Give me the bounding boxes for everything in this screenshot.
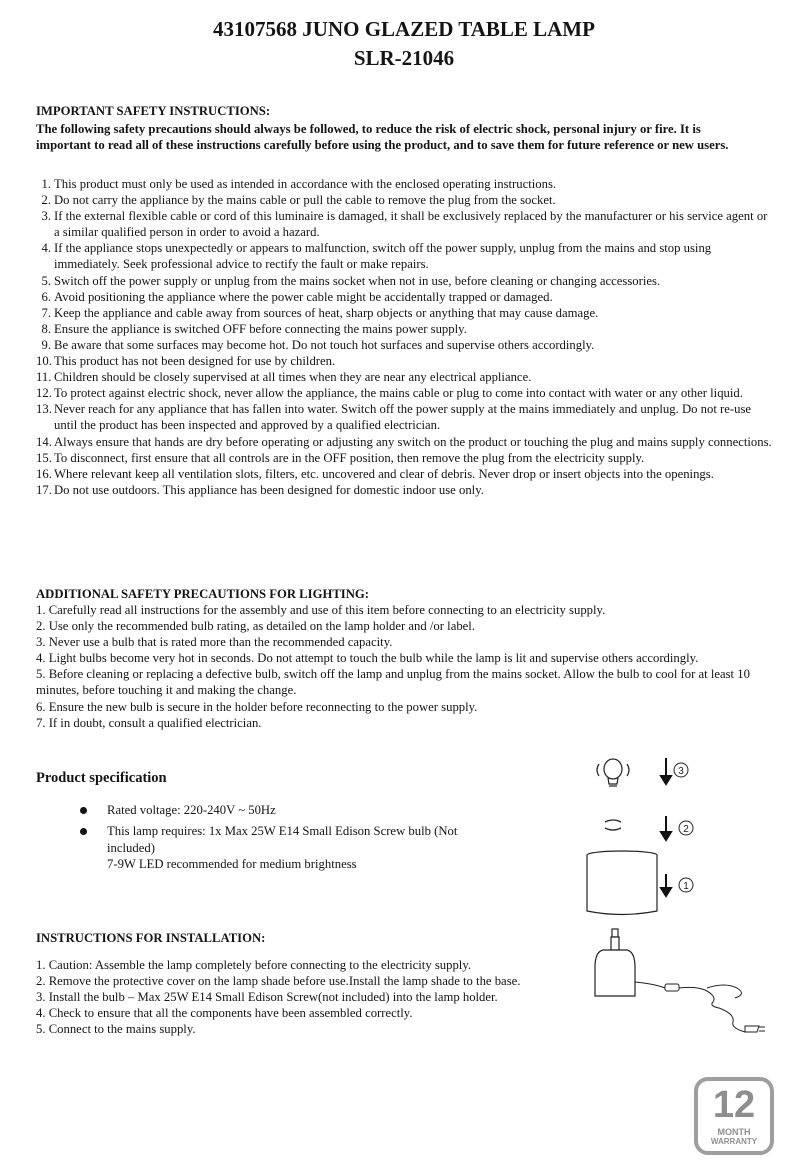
installation-heading: INSTRUCTIONS FOR INSTALLATION: bbox=[36, 931, 266, 945]
arrow-down-icon bbox=[661, 816, 671, 840]
arrow-down-icon bbox=[661, 874, 671, 896]
spec-heading: Product specification bbox=[36, 770, 167, 786]
list-item: 3. Never use a bulb that is rated more than the recommended capacity. bbox=[36, 635, 393, 650]
list-item: 16. Where relevant keep all ventilation slots, filters, etc. uncovered and clear of debris. Never drop or insert objects into the openings. bbox=[36, 466, 714, 481]
assembly-diagram bbox=[585, 752, 785, 1052]
safety-list bbox=[36, 176, 776, 498]
list-item: 2. Do not carry the appliance by the mains cable or pull the cable to remove the plug from the socket. bbox=[41, 193, 556, 208]
list-item: 4. If the appliance stops unexpectedly or appears to malfunction, switch off the power supply, unplug from the mains and stop using immediately. Seek professional advice to rectify the fault or make repairs. bbox=[41, 241, 712, 272]
step-1-label: 1 bbox=[683, 881, 689, 892]
list-item: 1. Caution: Assemble the lamp completely before connecting to the electricity supply. bbox=[36, 958, 472, 972]
list-item: 11. Children should be closely supervised at all times when they are near any electrical appliance. bbox=[36, 370, 532, 385]
lamp-base-icon bbox=[595, 929, 635, 996]
power-cord-icon bbox=[635, 982, 765, 1032]
step-2-label: 2 bbox=[683, 824, 689, 835]
list-item: 1. Carefully read all instructions for the assembly and use of this item before connecting to an electricity supply. bbox=[36, 603, 606, 617]
safety-intro: The following safety precautions should always be followed, to reduce the risk of electric shock, personal injury or fire. It is important to read all of these instructions carefully before using the product, and to save them for future reference or new users. bbox=[36, 122, 729, 153]
warranty-number: 12 bbox=[712, 1084, 756, 1126]
list-item: 12. To protect against electric shock, never allow the appliance, the mains cable or plug to come into contact with water or any other liquid. bbox=[36, 386, 743, 401]
list-item: 8. Ensure the appliance is switched OFF before connecting the mains power supply. bbox=[41, 321, 467, 336]
lamp-shade-icon bbox=[587, 851, 657, 915]
step-3-label: 3 bbox=[678, 766, 684, 777]
list-item: 6. Avoid positioning the appliance where the power cable might be accidentally trapped or damaged. bbox=[41, 289, 553, 304]
list-item: 14. Always ensure that hands are dry before operating or adjusting any switch on the product or touching the plug and mains supply connections. bbox=[36, 434, 772, 449]
ring-icon bbox=[605, 820, 621, 830]
spec-voltage: Rated voltage: 220-240V ~ 50Hz bbox=[80, 802, 500, 819]
warranty-label: MONTH bbox=[717, 1127, 751, 1137]
list-item: 3. Install the bulb – Max 25W E14 Small Edison Screw(not included) into the lamp holder. bbox=[36, 990, 498, 1005]
list-item: 1. This product must only be used as intended in accordance with the enclosed operating instructions. bbox=[41, 177, 557, 191]
lighting-heading: ADDITIONAL SAFETY PRECAUTIONS FOR LIGHTING: bbox=[36, 587, 369, 601]
list-item: 6. Ensure the new bulb is secure in the holder before reconnecting to the power supply. bbox=[36, 699, 478, 714]
list-item: 7. If in doubt, consult a qualified electrician. bbox=[36, 715, 262, 730]
installation-list bbox=[36, 957, 566, 1037]
document-title: 43107568 JUNO GLAZED TABLE LAMP bbox=[213, 17, 595, 41]
list-item: 2. Use only the recommended bulb rating, as detailed on the lamp holder and /or label. bbox=[36, 619, 476, 634]
list-item: 9. Be aware that some surfaces may become hot. Do not touch hot surfaces and supervise others accordingly. bbox=[41, 337, 595, 352]
list-item: 5. Connect to the mains supply. bbox=[36, 1022, 196, 1037]
bulb-icon bbox=[597, 759, 629, 786]
safety-heading: IMPORTANT SAFETY INSTRUCTIONS: bbox=[36, 104, 271, 118]
warranty-badge bbox=[694, 1077, 774, 1155]
arrow-down-icon bbox=[661, 758, 671, 784]
warranty-label: WARRANTY bbox=[710, 1137, 758, 1146]
list-item: 10. This product has not been designed for use by children. bbox=[36, 354, 336, 369]
list-item: 15. To disconnect, first ensure that all controls are in the OFF position, then remove the plug from the electricity supply. bbox=[36, 450, 645, 465]
list-item: 2. Remove the protective cover on the lamp shade before use.Install the lamp shade to the base. bbox=[36, 974, 521, 989]
list-item: 4. Check to ensure that all the components have been assembled correctly. bbox=[36, 1006, 413, 1021]
list-item: 5. Before cleaning or replacing a defective bulb, switch off the lamp and unplug from the mains socket. Allow the bulb to cool for at least 10 minutes, before touching it and making the change. bbox=[36, 667, 750, 698]
lighting-list bbox=[36, 602, 761, 731]
list-item: 17. Do not use outdoors. This appliance has been designed for domestic indoor use only. bbox=[36, 482, 484, 497]
spec-bulb: This lamp requires: 1x Max 25W E14 Small Edison Screw bulb (Not included) 7-9W LED recommended for medium brightness bbox=[80, 823, 500, 873]
bullet-icon bbox=[80, 807, 87, 814]
list-item: 7. Keep the appliance and cable away from sources of heat, sharp objects or anything that may cause damage. bbox=[41, 305, 599, 320]
bullet-icon bbox=[80, 828, 87, 835]
list-item: 5. Switch off the power supply or unplug from the mains socket when not in use, before cleaning or changing accessories. bbox=[41, 273, 661, 288]
list-item: 13. Never reach for any appliance that has fallen into water. Switch off the power supply at the mains immediately and unplug. Do not re-use until the product has been inspected and approved by a qualified electrician. bbox=[36, 402, 752, 433]
model-number: SLR-21046 bbox=[353, 46, 455, 70]
list-item: 4. Light bulbs become very hot in seconds. Do not attempt to touch the bulb while the lamp is lit and supervise others accordingly. bbox=[36, 651, 699, 666]
list-item: 3. If the external flexible cable or cord of this luminaire is damaged, it shall be exclusively replaced by the manufacturer or his service agent or a similar qualified person in order to avoid a hazard. bbox=[41, 209, 768, 240]
